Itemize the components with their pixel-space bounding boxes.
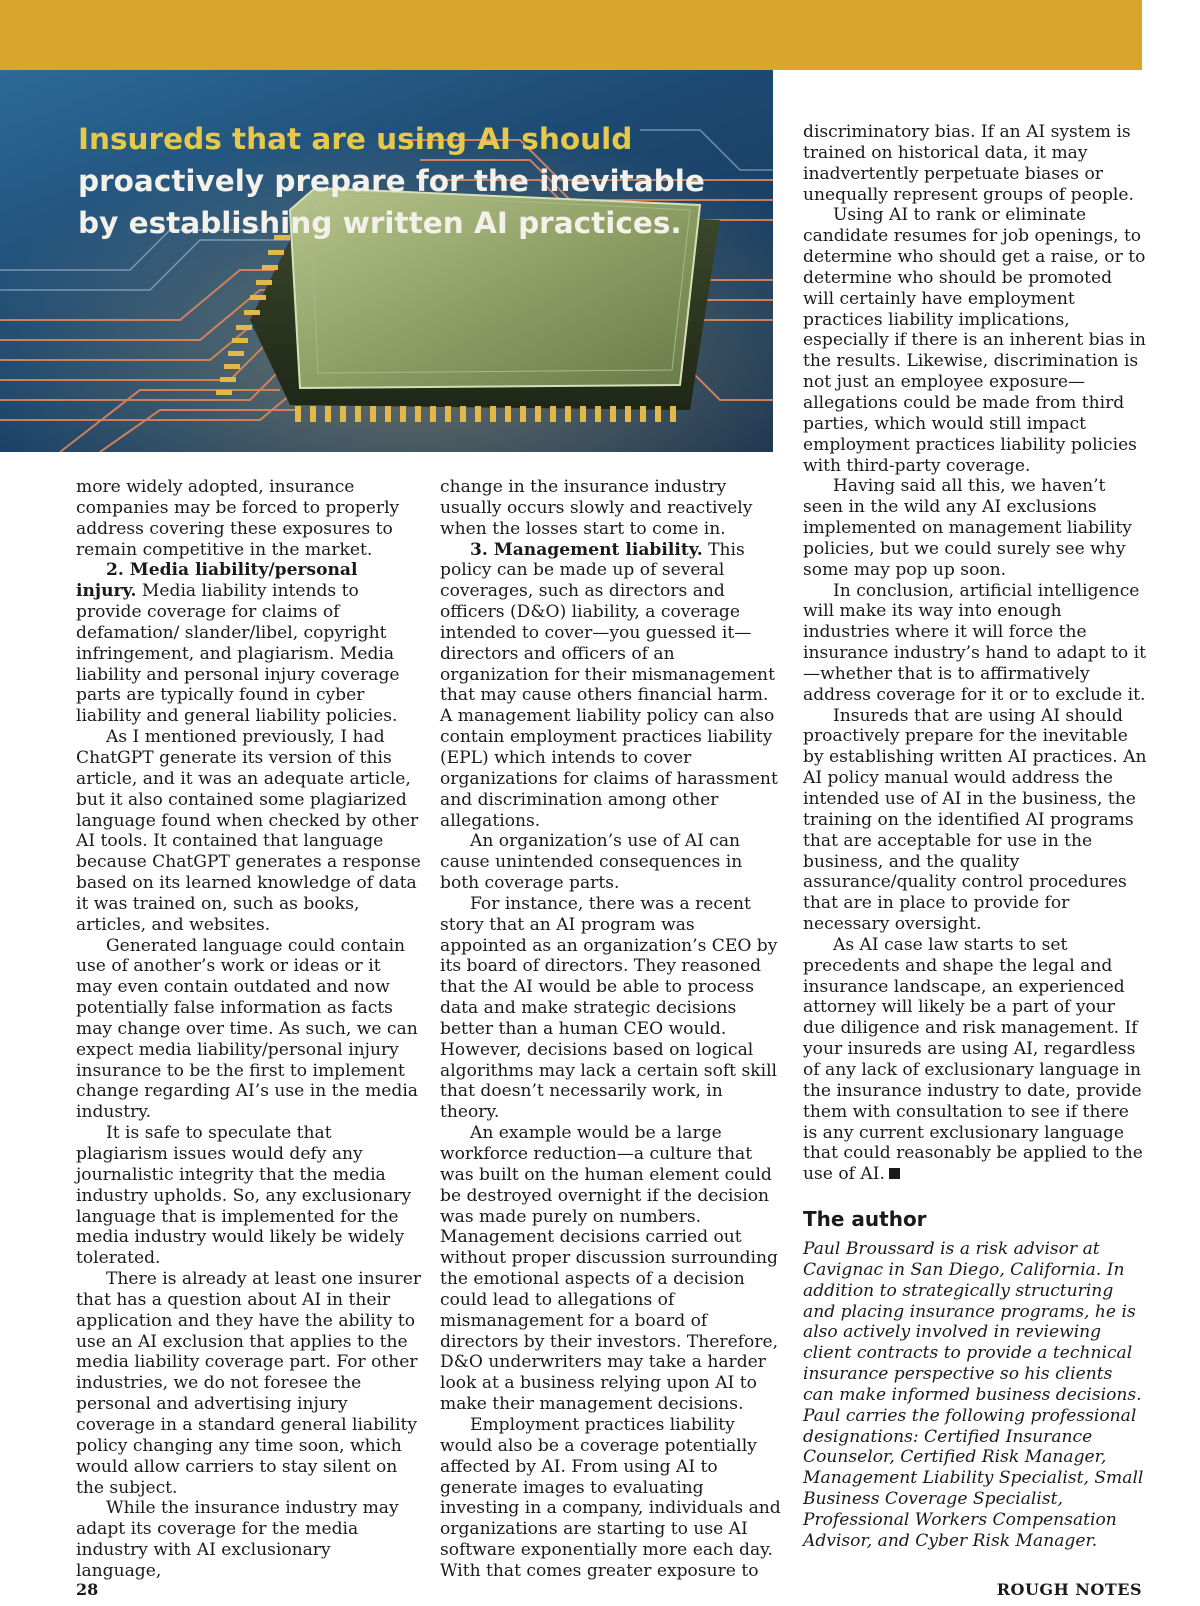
paragraph: discriminatory bias. If an AI system is trained on historical data, it may inadvertently perpetuate biases or unequally represent groups of people. — [803, 122, 1134, 205]
article-column-2 — [440, 477, 785, 1582]
paragraph-body: Media liability intends to provide coverage for claims of defamation/ slander/libel, copyright infringement, and plagiarism. Media liability and personal injury coverage parts are typically found in cyber liability and general liability policies. — [76, 581, 400, 727]
magazine-name: ROUGH NOTES — [996, 1580, 1142, 1599]
end-of-article-square-icon — [889, 1168, 900, 1179]
paragraph: Using AI to rank or eliminate candidate resumes for job openings, to determine who should get a raise, or to determine who should be promoted will certainly have employment practices liability implications, especially if there is an inherent bias in the results. Likewise, discrimination is not just an employee exposure—allegations could be made from third parties, which would still impact employment practices liability policies with third-party coverage. — [803, 205, 1146, 476]
paragraph — [440, 540, 785, 832]
paragraph: Employment practices liability would also be a coverage potentially affected by AI. From using AI to generate images to evaluating investing in a company, individuals and organizations are starting to use AI software exponentially more each day. With that comes greater exposure to — [440, 1414, 781, 1581]
paragraph: As I mentioned previously, I had ChatGPT generate its version of this article, and it was an adequate article, but it also contained some plagiarized language found when checked by other AI tools. It contained that language because ChatGPT generates a response based on its learned knowledge of data it was trained on, such as books, articles, and websites. — [76, 727, 421, 935]
article-column-1 — [76, 477, 421, 1582]
paragraph: Insureds that are using AI should proactively prepare for the inevitable by establishing written AI practices. An AI policy manual would address the intended use of AI in the business, the training on the identified AI programs that are acceptable for use in the business, and the quality assurance/quality control procedures that are in place to provide for necessary oversight. — [803, 705, 1147, 935]
pull-quote — [78, 118, 718, 244]
hero-image — [0, 70, 773, 452]
paragraph: An organization’s use of AI can cause unintended consequences in both coverage parts. — [440, 831, 743, 894]
pull-quote-rest: proactively prepare for the inevitable by establishing written AI practices. — [78, 164, 705, 240]
paragraph-body: As AI case law starts to set precedents and shape the legal and insurance landscape, an experienced attorney will likely be a part of your due diligence and risk management. If your insureds are using AI, regardless of any lack of exclusionary language in the insurance industry to date, provide them with consultation to see if there is any current exclusionary language that could reasonably be applied to the use of AI. — [803, 934, 1143, 1185]
paragraph — [803, 935, 1148, 1185]
section-heading: 3. Management liability. — [470, 539, 703, 560]
top-accent-bar — [0, 0, 1142, 70]
article-column-3 — [803, 122, 1148, 1552]
paragraph: There is already at least one insurer that has a question about AI in their application and they have the ability to use an AI exclusion that applies to the media liability coverage part. For other industries, we do not foresee the personal and advertising injury coverage in a standard general liability policy changing any time soon, which would allow carriers to stay silent on the subject. — [76, 1269, 421, 1498]
paragraph: more widely adopted, insurance companies may be forced to properly address covering these exposures to remain competitive in the market. — [76, 477, 400, 560]
paragraph: Generated language could contain use of another’s work or ideas or it may even contain outdated and now potentially false information as facts may change over time. As such, we can expect media liability/personal injury insurance to be the first to implement change regarding AI’s use in the media industry. — [76, 935, 418, 1123]
pull-quote-lead: Insureds that are using AI should — [78, 122, 633, 156]
paragraph: For instance, there was a recent story that an AI program was appointed as an organization’s CEO by its board of directors. They reasoned that the AI would be able to process data and make strategic decisions better than a human CEO would. However, decisions based on logical algorithms may lack a certain soft skill that doesn’t necessarily work, in theory. — [440, 893, 778, 1123]
paragraph: In conclusion, artificial intelligence will make its way into enough industries where it will force the insurance industry’s hand to adapt to it—whether that is to affirmatively address coverage for it or to exclude it. — [803, 580, 1146, 705]
page-number: 28 — [76, 1580, 99, 1599]
paragraph — [76, 560, 421, 727]
paragraph: An example would be a large workforce reduction—a culture that was built on the human element could be destroyed overnight if the decision was made purely on numbers. Management decisions carried out without proper discussion surrounding the emotional aspects of a decision could lead to allegations of mismanagement for a board of directors by their investors. Therefore, D&O underwriters may take a harder look at a business relying upon AI to make their management decisions. — [440, 1123, 779, 1415]
author-bio: Paul Broussard is a risk advisor at Cavignac in San Diego, California. In addition to strategically structuring and placing insurance programs, he is also actively involved in reviewing client contracts to provide a technical insurance perspective so his clients can make informed business decisions. Paul carries the following professional designations: Certified Insurance Counselor, Certified Risk Manager, Management Liability Specialist, Small Business Coverage Specialist, Professional Workers Compensation Advisor, and Cyber Risk Manager. — [803, 1239, 1144, 1551]
paragraph: It is safe to speculate that plagiarism issues would defy any journalistic integrity that the media industry upholds. So, any exclusionary language that is implemented for the media industry would likely be widely tolerated. — [76, 1123, 412, 1269]
paragraph-body: This policy can be made up of several coverages, such as directors and officers (D&O) liability, a coverage intended to cover—you guessed it—directors and officers of an organization for their mismanagement that may cause others financial harm. A management liability policy can also contain employment practices liability (EPL) which intends to cover organizations for claims of harassment and discrimination among other allegations. — [440, 539, 778, 831]
paragraph: While the insurance industry may adapt its coverage for the media industry with AI exclusionary language, — [76, 1498, 399, 1581]
author-heading: The author — [803, 1207, 927, 1232]
section-heading: 2. Media liability/personal injury. — [76, 560, 358, 602]
paragraph: change in the insurance industry usually occurs slowly and reactively when the losses start to come in. — [440, 477, 753, 539]
paragraph: Having said all this, we haven’t seen in the wild any AI exclusions implemented on management liability policies, but we could surely see why some may pop up soon. — [803, 476, 1132, 580]
